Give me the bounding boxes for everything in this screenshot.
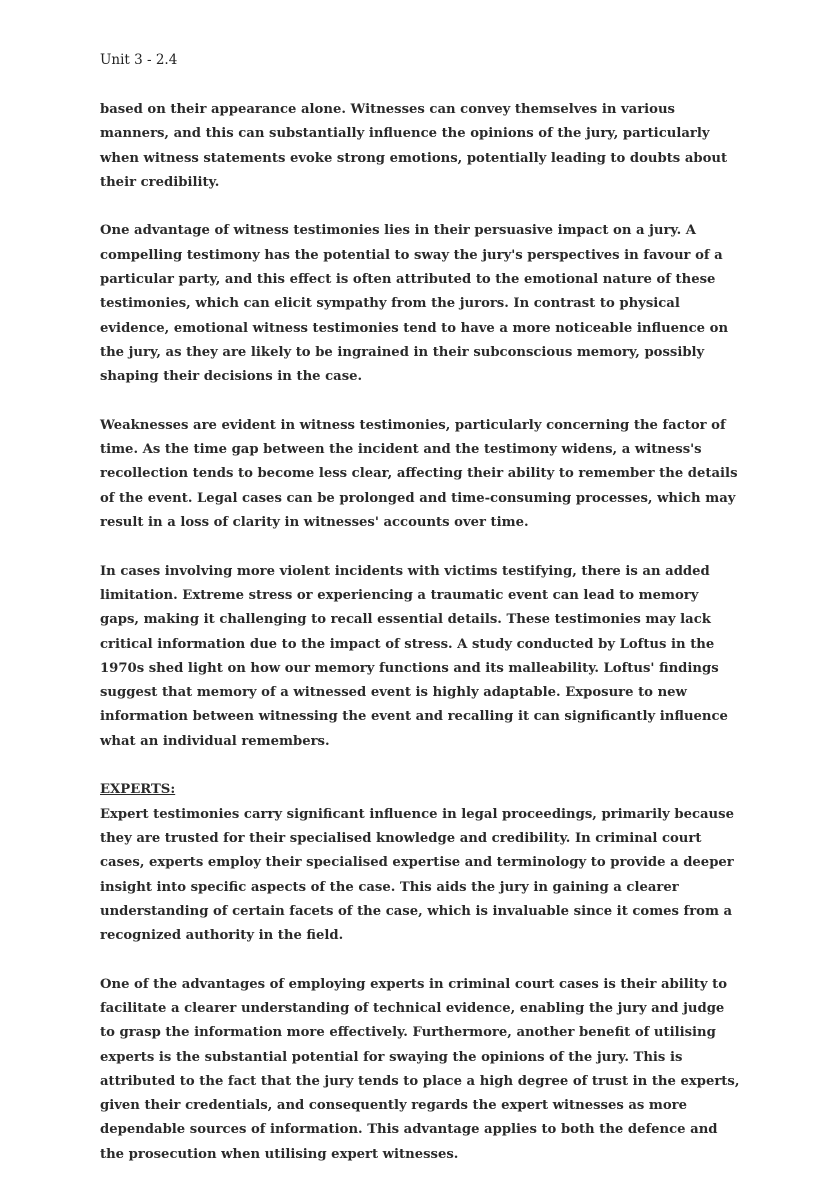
- paragraph-appearance: based on their appearance alone. Witnesses can convey themselves in various manners, and this can substantially influence the opinions of the jury, particularly when witness statements evoke strong emotions, potentially leading to doubts about their credibility.: [100, 102, 728, 190]
- paragraph-expert-advantages: One of the advantages of employing experts in criminal court cases is their ability to facilitate a clearer understanding of technical evidence, enabling the jury and judge to grasp the information more effectively. Furthermore, another benefit of utilising experts is the substantial potential for swaying the opinions of the jury. This is attributed to the fact that the jury tends to place a high degree of trust in the experts, given their credentials, and consequently regards the expert witnesses as more dependable sources of information. This advantage applies to both the defence and the prosecution when utilising expert witnesses.: [100, 976, 740, 1162]
- paragraph-violent-incidents: In cases involving more violent incidents with victims testifying, there is an added limitation. Extreme stress or experiencing a traumatic event can lead to memory gaps, making it challenging to recall essential details. These testimonies may lack critical information due to the impact of stress. A study conducted by Loftus in the 1970s shed light on how our memory functions and its malleability. Loftus' findings suggest that memory of a witnessed event is highly adaptable. Exposure to new information between witnessing the event and recalling it can significantly influence what an individual remembers.: [100, 563, 728, 749]
- paragraph-witness-advantage: One advantage of witness testimonies lies in their persuasive impact on a jury. A compelling testimony has the potential to sway the jury's perspectives in favour of a particular party, and this effect is often attributed to the emotional nature of these testimonies, which can elicit sympathy from the jurors. In contrast to physical evidence, emotional witness testimonies tend to have a more noticeable influence on the jury, as they are likely to be ingrained in their subconscious memory, possibly shaping their decisions in the case.: [100, 223, 729, 385]
- unit-header: Unit 3 - 2.4: [100, 52, 178, 68]
- document-body: [100, 98, 740, 1191]
- experts-heading: EXPERTS:: [100, 782, 176, 798]
- paragraph-expert-testimonies: Expert testimonies carry significant influence in legal proceedings, primarily because they are trusted for their specialised knowledge and credibility. In criminal court cases, experts employ their specialised expertise and terminology to provide a deeper insight into specific aspects of the case. This aids the jury in gaining a clearer understanding of certain facets of the case, which is invaluable since it comes from a recognized authority in the field.: [100, 806, 734, 944]
- paragraph-witness-weakness: Weaknesses are evident in witness testimonies, particularly concerning the factor of time. As the time gap between the incident and the testimony widens, a witness's recollection tends to become less clear, affecting their ability to remember the details of the event. Legal cases can be prolonged and time-consuming processes, which may result in a loss of clarity in witnesses' accounts over time.: [100, 417, 738, 531]
